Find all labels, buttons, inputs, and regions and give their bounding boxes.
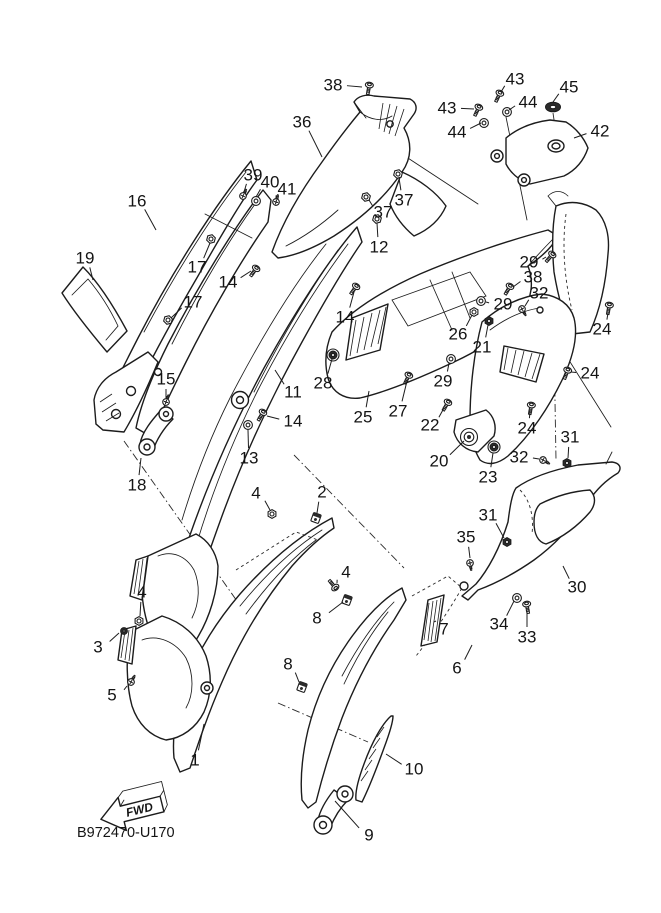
callout-13[interactable]: 13 [239, 448, 259, 468]
leader-line [295, 673, 299, 682]
leader-line [377, 223, 378, 237]
leader-line [461, 108, 474, 109]
callout-29[interactable]: 29 [493, 294, 513, 314]
callout-29[interactable]: 29 [433, 371, 453, 391]
callout-44[interactable]: 44 [518, 92, 538, 112]
leader-line [509, 106, 515, 110]
bolt-icon [492, 89, 504, 104]
callout-24[interactable]: 24 [580, 363, 600, 383]
callout-43[interactable]: 43 [437, 98, 457, 118]
callout-33[interactable]: 33 [517, 627, 537, 647]
callout-4[interactable]: 4 [341, 562, 351, 582]
callout-24[interactable]: 24 [517, 418, 537, 438]
washer-icon [477, 297, 486, 306]
part-9-eyelet-hole [342, 791, 348, 797]
part-42-foot-hole [522, 178, 527, 183]
leader-line [450, 441, 464, 455]
bolt-icon [471, 103, 483, 118]
callout-26[interactable]: 26 [448, 324, 468, 344]
clip-icon [311, 512, 322, 523]
bolt-icon [326, 578, 340, 593]
callout-23[interactable]: 23 [478, 467, 498, 487]
callout-30[interactable]: 30 [567, 577, 587, 597]
callout-9[interactable]: 9 [364, 825, 374, 845]
part-18-eyelet-hole [164, 412, 169, 417]
callout-18[interactable]: 18 [127, 475, 147, 495]
callout-7[interactable]: 7 [439, 619, 449, 639]
part-18-eyelet-hole [144, 444, 150, 450]
callout-11[interactable]: 11 [284, 382, 302, 402]
callout-21[interactable]: 21 [472, 337, 492, 357]
callout-25[interactable]: 25 [353, 407, 373, 427]
nut-dark-icon [503, 538, 511, 547]
callout-42[interactable]: 42 [590, 121, 610, 141]
leader-line [145, 209, 156, 230]
nut-icon [470, 308, 478, 317]
callout-17[interactable]: 17 [187, 257, 207, 277]
callout-8[interactable]: 8 [283, 654, 293, 674]
clip-icon [297, 681, 308, 692]
leader-line [267, 416, 279, 419]
leader-line [140, 602, 141, 616]
leader-line [347, 86, 362, 87]
callout-34[interactable]: 34 [489, 614, 509, 634]
callout-29[interactable]: 29 [519, 252, 539, 272]
grommet-big-icon [546, 102, 561, 112]
leader-line [309, 131, 322, 157]
bolt-icon [440, 398, 453, 413]
callout-15[interactable]: 15 [156, 369, 176, 389]
callout-4[interactable]: 4 [251, 483, 261, 503]
leader-line [386, 754, 402, 764]
part-42-foot-hole [495, 154, 500, 159]
callout-5[interactable]: 5 [107, 685, 117, 705]
clip-icon [342, 594, 353, 605]
part-11-boss-hole [237, 397, 244, 404]
leader-line [568, 447, 569, 458]
callout-14[interactable]: 14 [335, 307, 355, 327]
part-42-hole [552, 143, 560, 149]
callout-19[interactable]: 19 [75, 248, 95, 268]
alignment-line [294, 455, 404, 568]
leader-line [241, 271, 251, 278]
callout-12[interactable]: 12 [369, 237, 389, 257]
nut-dark-icon [563, 459, 571, 468]
part-20-hole [537, 307, 543, 313]
nut-icon [135, 617, 143, 626]
callout-45[interactable]: 45 [559, 77, 579, 97]
callout-41[interactable]: 41 [277, 179, 297, 199]
leader-line [124, 686, 127, 690]
leader-line [110, 633, 119, 641]
grommet-icon [327, 349, 339, 361]
callout-37[interactable]: 37 [373, 202, 393, 222]
plug-icon [121, 628, 128, 635]
leader-line [553, 94, 559, 102]
callout-8[interactable]: 8 [312, 608, 322, 628]
callout-1[interactable]: 1 [190, 750, 200, 770]
part-1-grommet-hole [205, 686, 210, 691]
callout-38[interactable]: 38 [323, 75, 343, 95]
callout-3[interactable]: 3 [93, 637, 103, 657]
callout-39[interactable]: 39 [243, 165, 263, 185]
bolt-icon [347, 282, 361, 297]
leader-line [542, 257, 546, 259]
leader-line [533, 458, 539, 459]
callout-31[interactable]: 31 [560, 427, 580, 447]
callout-24[interactable]: 24 [592, 319, 612, 339]
part-9-eyelet-hole [320, 822, 327, 829]
leader-line [501, 86, 505, 92]
callout-40[interactable]: 40 [260, 172, 280, 192]
nut-dark-icon [485, 317, 493, 326]
leader-line [439, 408, 444, 417]
callout-16[interactable]: 16 [127, 191, 147, 211]
callout-10[interactable]: 10 [404, 759, 424, 779]
callout-4[interactable]: 4 [137, 582, 147, 602]
callout-38[interactable]: 38 [523, 267, 543, 287]
callout-36[interactable]: 36 [292, 112, 312, 132]
callout-32[interactable]: 32 [529, 283, 549, 303]
callout-22[interactable]: 22 [420, 415, 440, 435]
nut-icon [268, 510, 276, 519]
callout-17[interactable]: 17 [183, 292, 203, 312]
callout-44[interactable]: 44 [447, 122, 467, 142]
leader-line [335, 801, 359, 828]
screw-icon [466, 559, 474, 571]
part-19-cover-blade [62, 267, 127, 352]
leader-line [265, 501, 270, 510]
part-10-trim-strip [356, 716, 393, 802]
callout-20[interactable]: 20 [429, 451, 449, 471]
bolt-icon [247, 264, 261, 279]
callout-2[interactable]: 2 [317, 482, 327, 502]
washer-icon [244, 421, 253, 430]
leader-line [248, 430, 249, 448]
part-16-hole [127, 387, 136, 396]
callout-37[interactable]: 37 [394, 190, 414, 210]
callout-14[interactable]: 14 [283, 411, 303, 431]
callout-43[interactable]: 43 [505, 69, 525, 89]
callout-35[interactable]: 35 [456, 527, 476, 547]
part-42-bracket [506, 120, 588, 184]
callout-6[interactable]: 6 [452, 658, 462, 678]
callout-14[interactable]: 14 [218, 272, 238, 292]
leader-line [470, 123, 481, 128]
leader-line [329, 602, 343, 613]
callout-32[interactable]: 32 [509, 447, 529, 467]
callout-27[interactable]: 27 [388, 401, 408, 421]
leader-line [529, 411, 530, 418]
bolt-icon [604, 302, 614, 316]
diagram-code: B972470-U170 [77, 825, 175, 841]
washer-icon [252, 197, 261, 206]
callout-28[interactable]: 28 [313, 373, 333, 393]
leader-line [317, 502, 319, 513]
leader-line [465, 645, 472, 660]
bolt-icon [364, 82, 374, 96]
leader-line [507, 601, 514, 616]
fwd-label: FWD [124, 799, 155, 820]
pulley-icon [461, 429, 478, 446]
grommet-icon [488, 441, 500, 453]
leader-line [469, 547, 470, 558]
screw-icon [538, 455, 551, 466]
callout-31[interactable]: 31 [478, 505, 498, 525]
leader-line [496, 523, 504, 538]
washer-icon [447, 355, 456, 364]
leader-line [139, 458, 141, 475]
